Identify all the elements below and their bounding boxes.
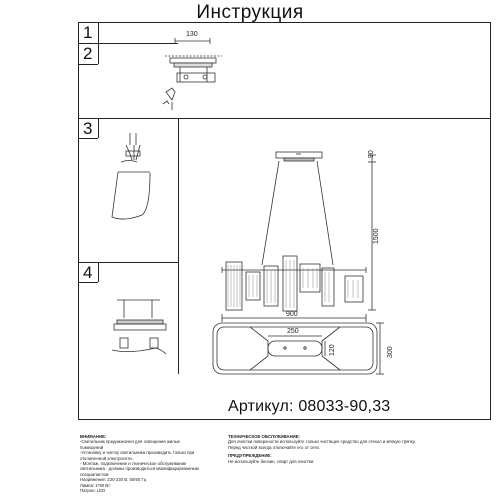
notes-line: помещений — [80, 444, 104, 450]
page-title: Инструкция — [196, 2, 304, 23]
article-number: Артикул: 08033-90,33 — [228, 398, 391, 415]
notes-line: -Светильник предназначен для освещения жилых — [80, 439, 180, 445]
chandelier-side-view — [222, 152, 376, 322]
dimension-width-text: 900 — [286, 311, 298, 318]
step-number-2: 2 — [83, 44, 93, 63]
notes-line: Не используйте бензин, спирт для очистки. — [228, 458, 315, 464]
notes-line: отключенной электросети. — [80, 455, 133, 461]
notes-line: - Монтаж, подключение и техническое обслуживание — [80, 461, 187, 467]
notes-maintenance-heading: ТЕХНИЧЕСКОЕ ОБСЛУЖИВАНИЕ: — [228, 434, 301, 439]
dimension-base-depth-text: 120 — [329, 344, 336, 356]
notes-warning — [80, 434, 199, 493]
notes-line: специалистом — [80, 471, 109, 477]
dimension-canopy-height-text: 90 — [368, 150, 375, 158]
dimension-base-width-text: 250 — [287, 328, 299, 335]
step4-fixing-drawing — [112, 300, 166, 354]
notes-warning-heading: ВНИМАНИЕ: — [80, 434, 107, 439]
step3-wiring-drawing — [112, 133, 150, 219]
step-number-4: 4 — [83, 263, 93, 282]
dimension-drop-text: 1500 — [373, 228, 380, 244]
step-number-3: 3 — [83, 119, 93, 138]
notes-line: светильника - должны производиться квалифицированным — [80, 466, 199, 472]
step2-dimension-text: 130 — [186, 31, 198, 38]
notes-line: Патрон: LED — [80, 488, 106, 494]
notes-line: -Установку и чистку светильника производить только при — [80, 450, 195, 456]
notes-warning-subheading: ПРЕДУПРЕЖДЕНИЕ: — [228, 453, 272, 459]
notes-line: Для очистки поверхности используйте только чистящее средство для стекол и мягкую тряпку. — [228, 439, 416, 445]
step2-mounting-drawing — [163, 38, 222, 110]
notes-maintenance — [228, 434, 416, 464]
notes-line: Напряжение: 220-230 В, 50/60 Гц — [80, 477, 147, 483]
step-number-1: 1 — [83, 23, 93, 42]
notes-line: Перед чисткой всегда отключайте его от сети. — [228, 444, 320, 450]
dimension-depth-text: 300 — [387, 346, 394, 358]
notes-line: Лампа: 1*90 Вт — [80, 482, 110, 488]
